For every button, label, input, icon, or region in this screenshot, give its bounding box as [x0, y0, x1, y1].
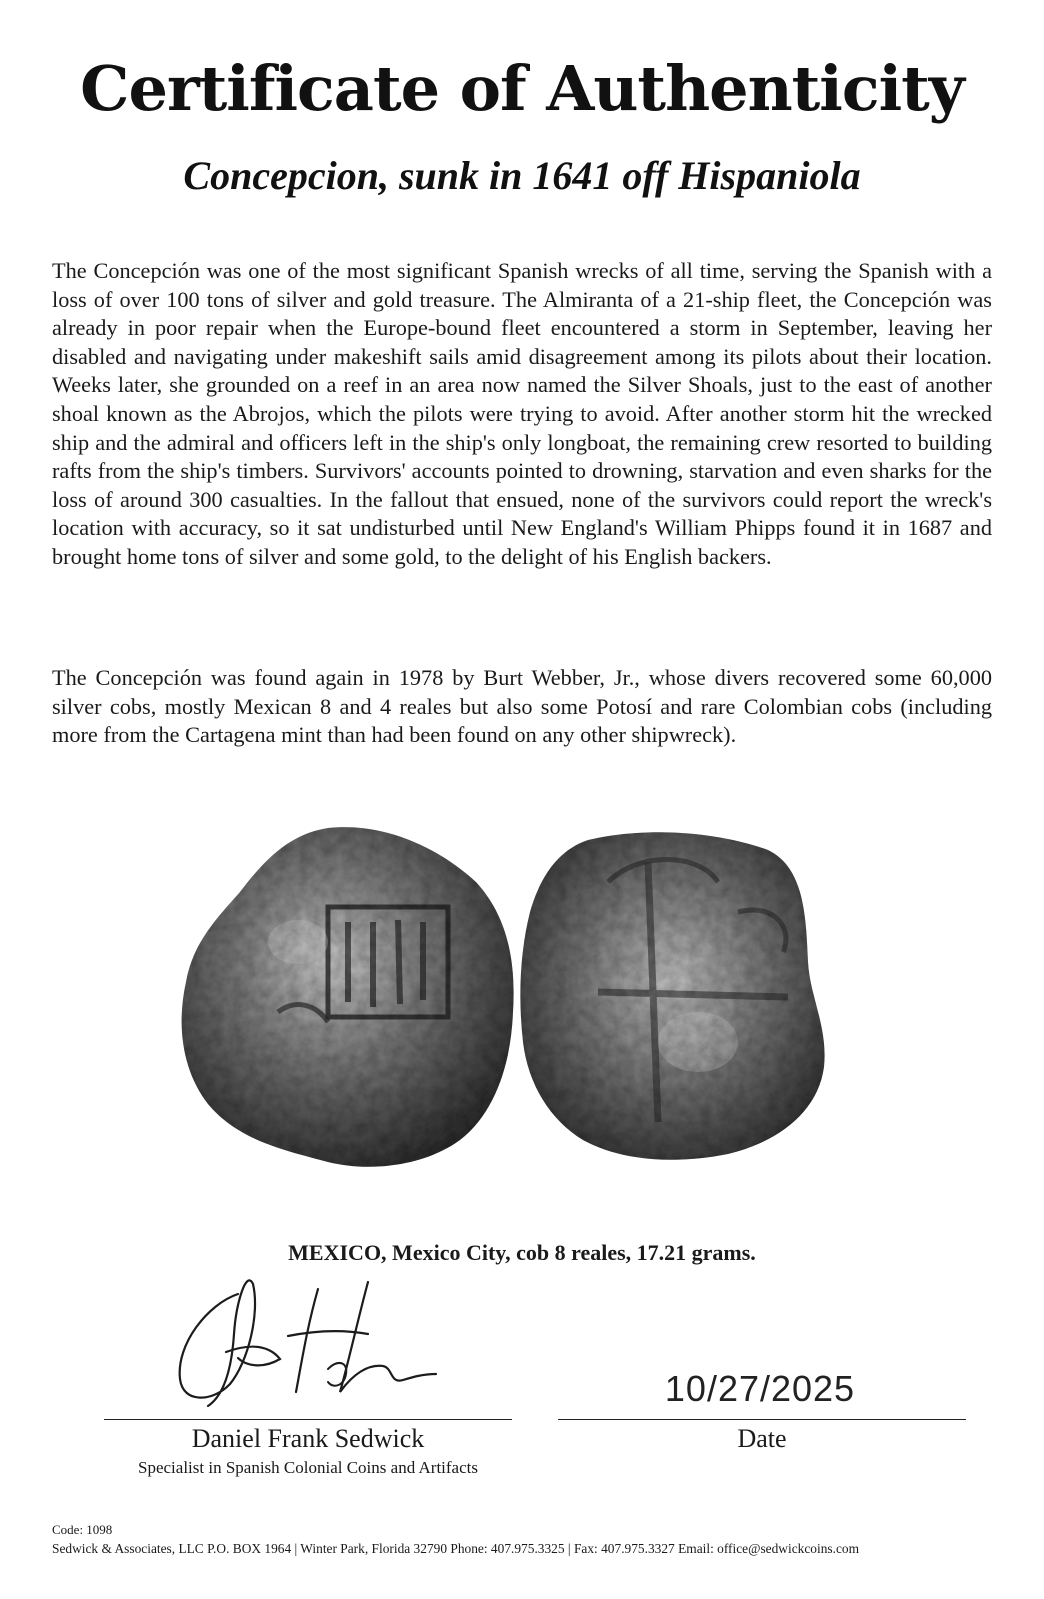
- company-contact-footer: Sedwick & Associates, LLC P.O. BOX 1964 | Winter Park, Florida 32790 Phone: 407.975.3325 | Fax: 407.975.3327 Email: office@sedwickcoins.com: [52, 1541, 860, 1556]
- signature-mark: [168, 1274, 438, 1414]
- coin-obverse: [182, 827, 514, 1167]
- certificate-title: Certificate of Authenticity: [80, 52, 964, 125]
- coin-caption: MEXICO, Mexico City, cob 8 reales, 17.21 grams.: [288, 1240, 756, 1265]
- date-label: Date: [737, 1424, 787, 1453]
- date-line: [558, 1419, 966, 1420]
- signature-line: [104, 1419, 512, 1420]
- signer-name: Daniel Frank Sedwick: [191, 1424, 425, 1453]
- certificate-code: Code: 1098: [52, 1522, 113, 1537]
- discovery-paragraph: The Concepción was found again in 1978 by Burt Webber, Jr., whose divers recovered some 60,000 silver cobs, mostly Mexican 8 and 4 reales but also some Potosí and rare Colombian cobs (including more from the Cartagena mint than had been found on any other shipwreck).: [52, 665, 992, 748]
- coin-reverse: [520, 832, 824, 1160]
- signer-title: Specialist in Spanish Colonial Coins and Artifacts: [138, 1458, 478, 1477]
- certificate-date: 10/27/2025: [664, 1368, 856, 1409]
- coin-photo: [178, 822, 858, 1182]
- certificate-subtitle: Concepcion, sunk in 1641 off Hispaniola: [183, 153, 861, 198]
- history-paragraph: The Concepción was one of the most significant Spanish wrecks of all time, serving the Spanish with a loss of over 100 tons of silver and gold treasure. The Almiranta of a 21-ship fleet, the Concepción was already in poor repair when the Europe-bound fleet encountered a storm in September, leaving her disabled and navigating under makeshift sails amid disagreement among its pilots about their location. Weeks later, she grounded on a reef in an area now named the Silver Shoals, just to the east of another shoal known as the Abrojos, which the pilots were trying to avoid. After another storm hit the wrecked ship and the admiral and officers left in the ship's only longboat, the remaining crew resorted to building rafts from the ship's timbers. Survivors' accounts pointed to drowning, starvation and even sharks for the loss of around 300 casualties. In the fallout that ensued, none of the survivors could report the wreck's location with accuracy, so it sat undisturbed until New England's William Phipps found it in 1687 and brought home tons of silver and some gold, to the delight of his English backers.: [52, 258, 992, 569]
